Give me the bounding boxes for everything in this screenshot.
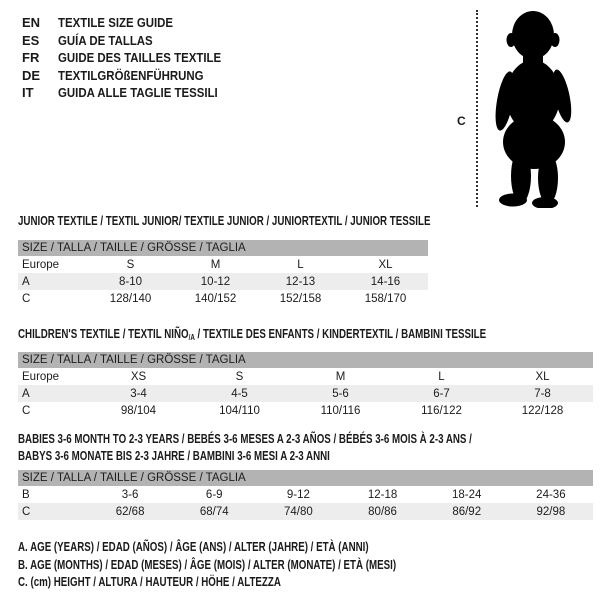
cell: L (438, 370, 445, 383)
height-measure-figure (452, 8, 592, 210)
cell: 3-6 (121, 488, 139, 501)
cell: 110/116 (320, 404, 361, 417)
cell: S (235, 370, 244, 383)
cell: 10-12 (200, 275, 231, 288)
cell: 24-36 (536, 488, 566, 501)
row-label: A (22, 387, 30, 400)
cell: 128/140 (109, 292, 152, 305)
row-label: A (22, 275, 30, 288)
table-row (18, 503, 593, 520)
cell: 68/74 (199, 505, 229, 518)
cell: L (297, 258, 304, 271)
cell: 158/170 (364, 292, 407, 305)
babies-section-title: BABIES 3-6 MONTH TO 2-3 YEARS / BEBÉS 3-6 MESES A 2-3 AÑOS / BÉBÉS 3-6 MOIS À 2-3 ANS / BABYS 3-6 MONATE BIS 2-3 JAHRE / BAMBINI 3-6 MESI A 2-3 ANNI (18, 432, 472, 463)
cell: 6-7 (433, 387, 450, 400)
table-row (18, 402, 593, 419)
table-row (18, 273, 428, 290)
cell: 5-6 (332, 387, 349, 400)
cell: 74/80 (284, 505, 313, 518)
cell: 9-12 (286, 488, 310, 501)
language-label: GUIDE DES TAILLES TEXTILE (58, 50, 222, 66)
footnote-a: A. AGE (YEARS) / EDAD (AÑOS) / ÂGE (ANS) / ALTER (JAHRE) / ETÀ (ANNI) (18, 540, 369, 554)
language-code: IT (22, 85, 34, 101)
size-header-band: SIZE / TALLA / TAILLE / GRÖSSE / TAGLIA (18, 240, 428, 256)
cell: 62/68 (115, 505, 145, 518)
language-code: DE (22, 67, 41, 83)
cell: 14-16 (370, 275, 401, 288)
cell: M (335, 370, 346, 383)
size-header-band: SIZE / TALLA / TAILLE / GRÖSSE / TAGLIA (18, 352, 593, 368)
junior-size-table (18, 240, 428, 307)
cell: 4-5 (231, 387, 248, 400)
cell: 86/92 (452, 505, 482, 518)
language-label: GUIDA ALLE TAGLIE TESSILI (58, 85, 218, 101)
cell: 18-24 (451, 488, 482, 501)
cell: XS (130, 370, 147, 383)
cell: 12-18 (367, 488, 398, 501)
cell: 140/152 (194, 292, 237, 305)
cell: 8-10 (118, 275, 143, 288)
table-row (18, 486, 593, 503)
language-code: FR (22, 50, 40, 66)
junior-section (18, 214, 600, 307)
cell: 7-8 (534, 387, 551, 400)
row-label: C (22, 404, 31, 417)
cell: 152/158 (279, 292, 322, 305)
table-row (18, 368, 593, 385)
cell: 3-4 (130, 387, 147, 400)
footnote-c: C. (cm) HEIGHT / ALTURA / HAUTEUR / HÖHE / ALTEZZA (18, 575, 281, 589)
cell: M (210, 258, 221, 271)
cell: 92/98 (536, 505, 566, 518)
language-code: EN (22, 15, 41, 31)
cell: 116/122 (421, 404, 462, 417)
cell: S (126, 258, 135, 271)
babies-size-table (18, 470, 593, 520)
table-row (18, 385, 593, 402)
row-label: Europe (22, 370, 60, 383)
row-label: B (22, 488, 30, 501)
footnote-b: B. AGE (MONTHS) / EDAD (MESES) / ÂGE (MOIS) / ALTER (MONATE) / ETÀ (MESI) (18, 557, 397, 572)
cell: 80/86 (368, 505, 397, 518)
cell: 12-13 (285, 275, 316, 288)
cell: 98/104 (120, 404, 157, 417)
cell: 6-9 (205, 488, 223, 501)
size-header-band: SIZE / TALLA / TAILLE / GRÖSSE / TAGLIA (18, 470, 593, 486)
language-label: TEXTILE SIZE GUIDE (58, 15, 174, 31)
footnotes (18, 540, 600, 593)
row-label: Europe (22, 258, 60, 271)
children-section-title: CHILDREN'S TEXTILE / TEXTIL NIÑO/A / TEXTILE DES ENFANTS / KINDERTEXTIL / BAMBINI TESSILE (18, 327, 487, 342)
cell: 122/128 (521, 404, 564, 417)
children-section (18, 327, 600, 419)
language-label: TEXTILGRÖßENFÜHRUNG (58, 67, 204, 83)
toddler-silhouette-image (484, 8, 586, 208)
children-size-table (18, 352, 593, 419)
cell: XL (535, 370, 550, 383)
page-header (0, 0, 600, 200)
table-row (18, 290, 428, 307)
cell: 104/110 (219, 404, 260, 417)
subscript-a: /A (188, 333, 195, 342)
row-label: C (22, 292, 31, 305)
language-label: GUÍA DE TALLAS (58, 32, 153, 48)
table-row (18, 256, 428, 273)
height-dotted-line (476, 10, 478, 207)
height-marker-label: C (457, 114, 466, 128)
cell: XL (378, 258, 393, 271)
language-code: ES (22, 32, 40, 48)
row-label: C (22, 505, 31, 518)
junior-section-title: JUNIOR TEXTILE / TEXTIL JUNIOR/ TEXTILE JUNIOR / JUNIORTEXTIL / JUNIOR TESSILE (18, 214, 431, 228)
babies-section (18, 431, 600, 520)
